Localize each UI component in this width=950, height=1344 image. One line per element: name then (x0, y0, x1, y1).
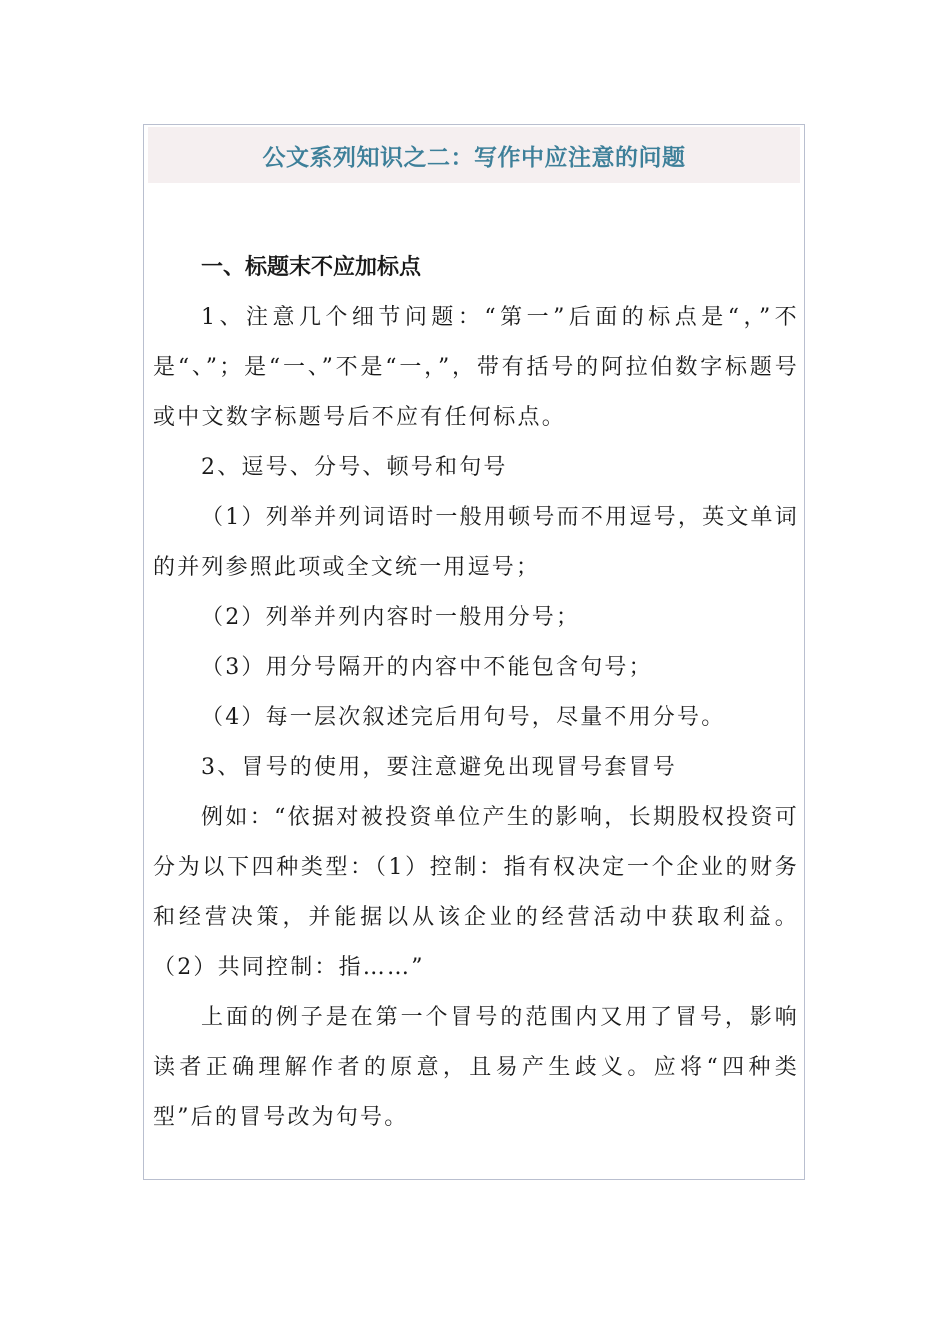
paragraph-5: （3）用分号隔开的内容中不能包含句号； (201, 655, 653, 680)
document-title: 公文系列知识之二：写作中应注意的问题 (262, 144, 686, 171)
paragraph-3: （1）列举并列词语时一般用顿号而不用逗号，英文单词的并列参照此项或全文统一用逗号； (153, 505, 799, 580)
document-frame (143, 124, 805, 1180)
paragraph-2: 2、逗号、分号、顿号和句号 (201, 455, 508, 480)
document-body (153, 243, 799, 1143)
title-bar (148, 127, 800, 183)
section-heading: 一、标题末不应加标点 (201, 255, 422, 280)
paragraph-7: 3、冒号的使用，要注意避免出现冒号套冒号 (201, 755, 677, 780)
paragraph-1: 1、注意几个细节问题：“第一”后面的标点是“，”不是“、”；是“一、”不是“一，”，带有括号的阿拉伯数字标题号或中文数字标题号后不应有任何标点。 (153, 305, 799, 430)
paragraph-4: （2）列举并列内容时一般用分号； (201, 605, 581, 630)
paragraph-9: 上面的例子是在第一个冒号的范围内又用了冒号，影响读者正确理解作者的原意，且易产生歧义。应将“四种类型”后的冒号改为句号。 (153, 1005, 799, 1130)
paragraph-8: 例如：“依据对被投资单位产生的影响，长期股权投资可分为以下四种类型：（1）控制：指有权决定一个企业的财务和经营决策，并能据以从该企业的经营活动中获取利益。（2）共同控制：指……” (153, 805, 799, 980)
paragraph-6: （4）每一层次叙述完后用句号，尽量不用分号。 (201, 705, 726, 730)
